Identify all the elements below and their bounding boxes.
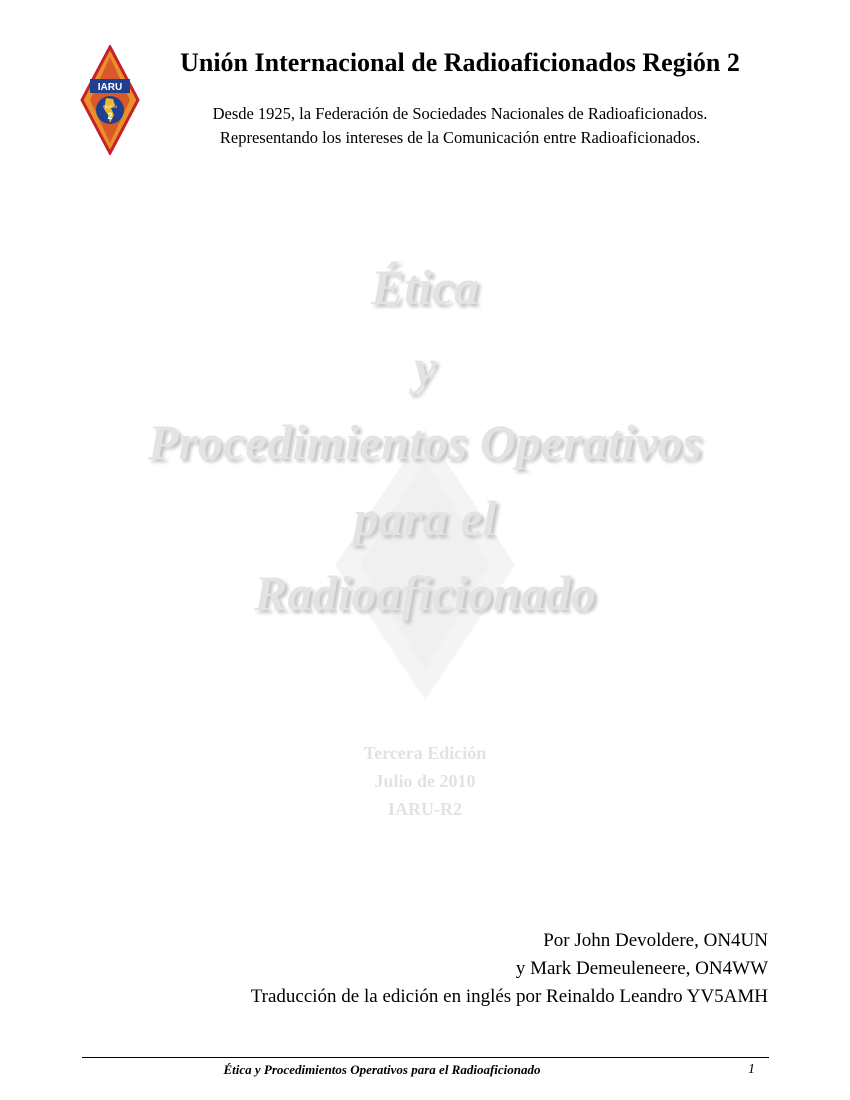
logo-text: IARU [97, 82, 123, 93]
document-title-line-1: Ética [370, 259, 480, 315]
logo-region-word: REGION [103, 105, 117, 109]
page-number: 1 [748, 1062, 755, 1077]
organization-title: Unión Internacional de Radioaficionados Región 2 [180, 48, 740, 77]
footer-running-title: Ética y Procedimientos Operativos para el Radioaficionado [223, 1062, 541, 1077]
translator-line: Traducción de la edición en inglés por Reinaldo Leandro YV5AMH [250, 986, 768, 1007]
document-title-line-2: y [413, 339, 437, 395]
author-line-2: y Mark Demeuleneere, ON4WW [515, 958, 768, 979]
organization-subtitle-1: Desde 1925, la Federación de Sociedades Nacionales de Radioaficionados. [212, 104, 708, 123]
author-line-1: Por John Devoldere, ON4UN [543, 930, 768, 951]
iaru-region2-logo [80, 45, 140, 155]
edition-date: Julio de 2010 [374, 771, 476, 791]
document-title-line-3: Procedimientos Operativos [147, 414, 703, 470]
edition-publisher: IARU-R2 [388, 799, 462, 819]
edition-number: Tercera Edición [363, 743, 487, 763]
document-title-line-5: Radioaficionado [254, 565, 596, 621]
document-title-line-4: para el [353, 490, 497, 546]
logo-region-number: 2 [107, 111, 113, 121]
organization-subtitle-2: Representando los intereses de la Comunicación entre Radioaficionados. [219, 128, 701, 147]
footer-divider [82, 1057, 769, 1058]
